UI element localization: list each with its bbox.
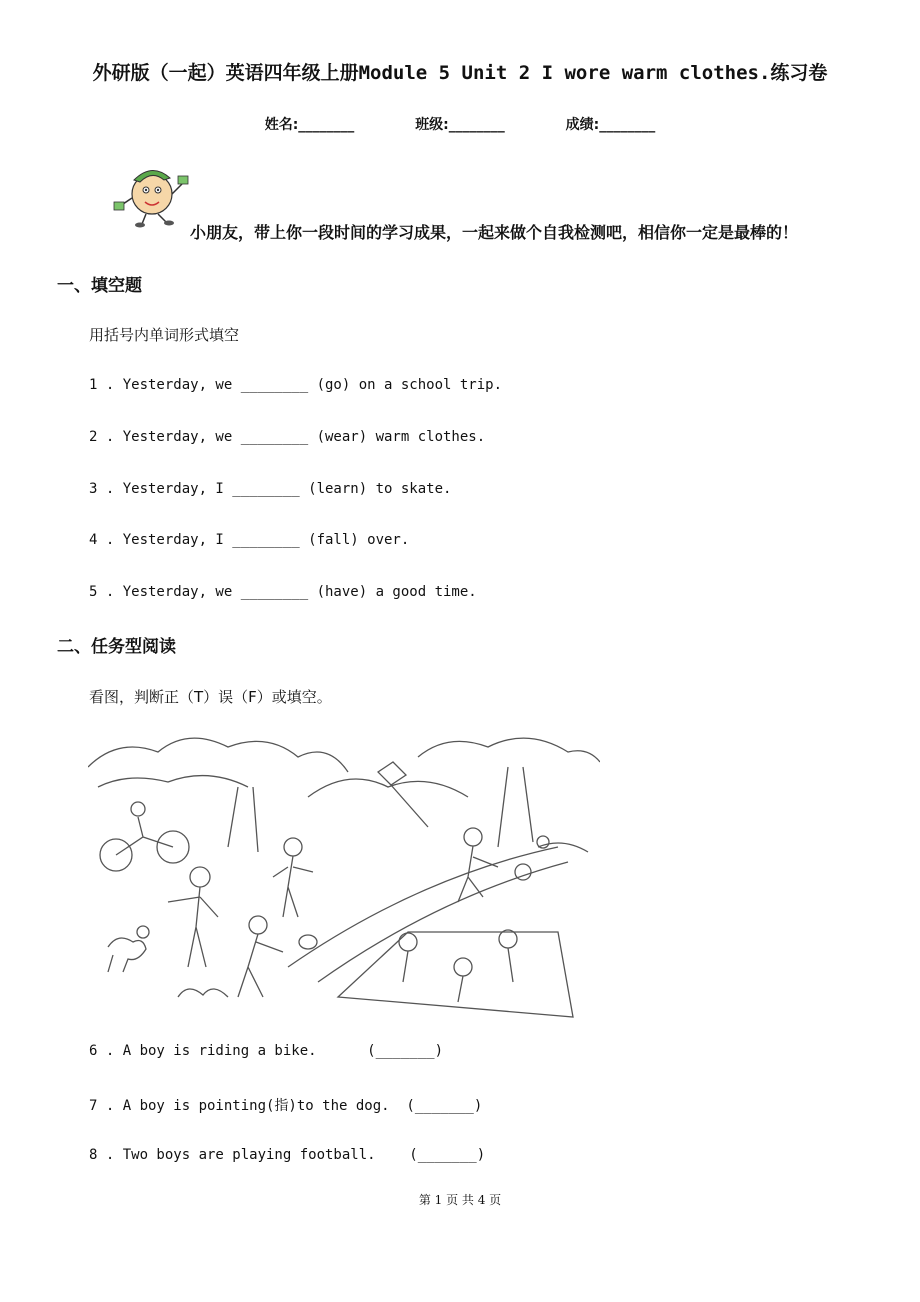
name-field[interactable]: 姓名:________ — [264, 117, 355, 133]
section2-instruction: 看图，判断正（T）误（F）或填空。 — [89, 688, 332, 706]
page-title: 外研版（一起）英语四年级上册Module 5 Unit 2 I wore warm clothes.练习卷 — [92, 62, 828, 84]
question-6: 6 . A boy is riding a bike. (_______) — [89, 1043, 444, 1059]
question-5: 5 . Yesterday, we ________ (have) a good time. — [89, 584, 477, 600]
question-8: 8 . Two boys are playing football. (_______) — [89, 1147, 486, 1163]
question-3: 3 . Yesterday, I ________ (learn) to skate. — [89, 481, 452, 497]
page-footer: 第 1 页 共 4 页 — [418, 1193, 502, 1207]
question-4: 4 . Yesterday, I ________ (fall) over. — [89, 532, 410, 548]
section1-instruction: 用括号内单词形式填空 — [89, 326, 240, 344]
question-7: 7 . A boy is pointing(指)to the dog. (_______) — [89, 1098, 483, 1114]
encouragement-text: 小朋友，带上你一段时间的学习成果，一起来做个自我检测吧，相信你一定是最棒的！ — [190, 223, 799, 242]
class-field[interactable]: 班级:________ — [415, 117, 505, 133]
mascot-illustration — [112, 158, 192, 228]
section1-heading: 一、填空题 — [57, 276, 142, 296]
score-field[interactable]: 成绩:________ — [565, 117, 656, 133]
student-info-row — [0, 114, 920, 134]
section2-heading: 二、任务型阅读 — [57, 637, 176, 657]
question-2: 2 . Yesterday, we ________ (wear) warm clothes. — [89, 429, 486, 445]
question-1: 1 . Yesterday, we ________ (go) on a school trip. — [89, 377, 503, 393]
park-scene-illustration — [88, 727, 600, 1019]
